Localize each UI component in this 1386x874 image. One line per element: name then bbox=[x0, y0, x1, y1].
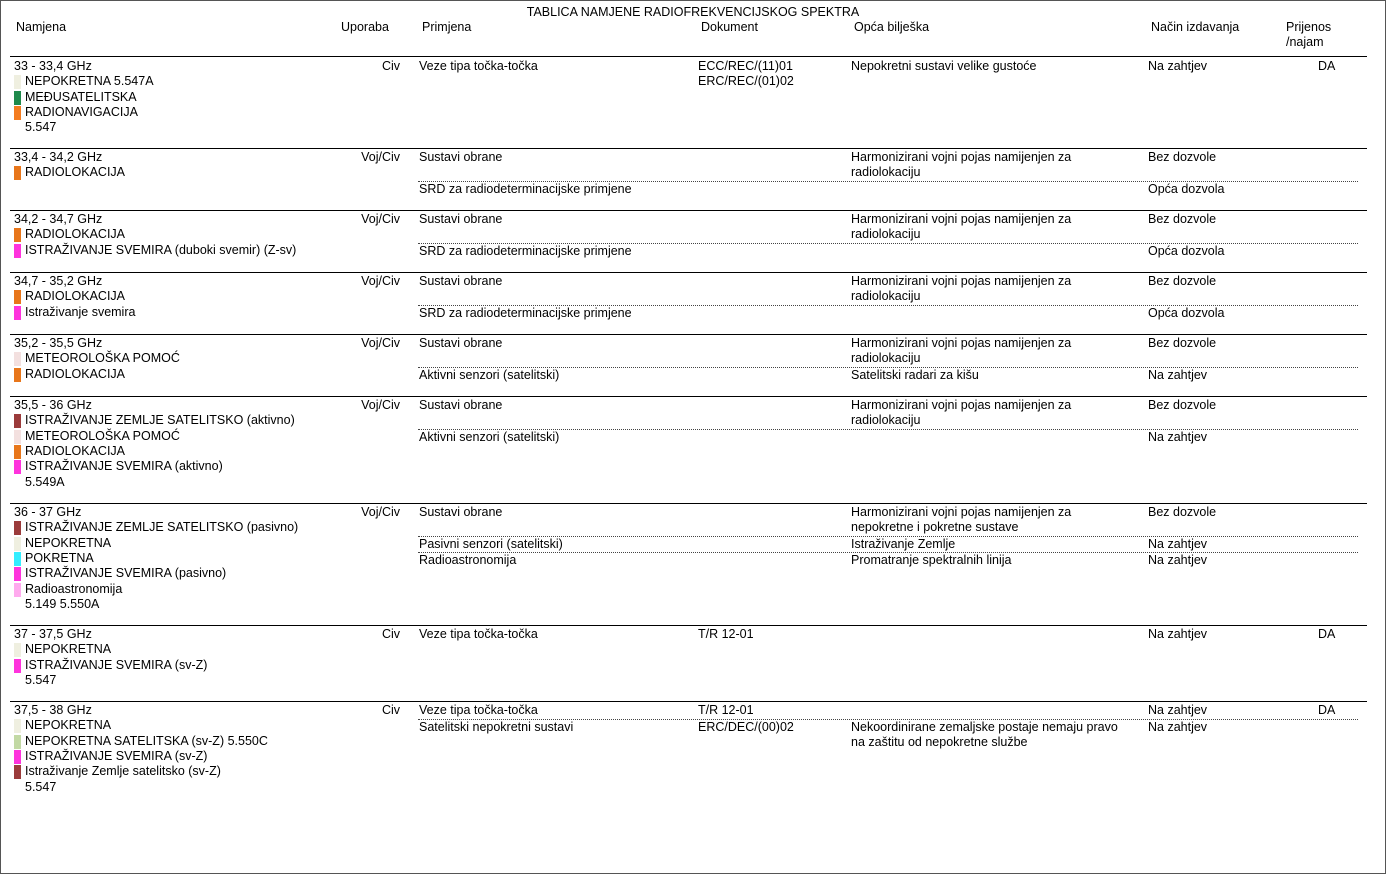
sub-row-divider bbox=[418, 181, 1358, 182]
prijenos-value: DA bbox=[1318, 703, 1336, 717]
nacin-value: Bez dozvole bbox=[1148, 150, 1217, 164]
biljeska-value: nepokretne i pokretne sustave bbox=[851, 520, 1019, 535]
primjena-value: Sustavi obrane bbox=[419, 505, 503, 519]
prijenos-value: DA bbox=[1318, 59, 1336, 73]
biljeska-value: radiolokaciju bbox=[851, 227, 921, 242]
band-range: 34,7 - 35,2 GHz bbox=[14, 274, 103, 288]
service-label: ISTRAŽIVANJE SVEMIRA (pasivno) bbox=[25, 566, 227, 581]
primjena-value: Sustavi obrane bbox=[419, 212, 503, 226]
nacin-value: Bez dozvole bbox=[1148, 212, 1217, 226]
header-biljeska: Opća bilješka bbox=[854, 20, 930, 34]
row-divider bbox=[10, 210, 1367, 211]
page-title: TABLICA NAMJENE RADIOFREKVENCIJSKOG SPEKTRA bbox=[526, 5, 860, 19]
service-color-swatch bbox=[14, 719, 21, 733]
dokument-value: T/R 12-01 bbox=[698, 627, 754, 641]
header-nacin: Način izdavanja bbox=[1151, 20, 1240, 34]
service-label: 5.547 bbox=[25, 779, 57, 794]
service-color-swatch bbox=[14, 460, 21, 474]
band-range: 33 - 33,4 GHz bbox=[14, 59, 92, 73]
header-rule bbox=[10, 56, 1367, 57]
nacin-value: Na zahtjev bbox=[1148, 368, 1208, 382]
primjena-value: Veze tipa točka-točka bbox=[419, 59, 538, 73]
biljeska-value: radiolokaciju bbox=[851, 413, 921, 428]
biljeska-value: na zaštitu od nepokretne službe bbox=[851, 735, 1028, 750]
service-color-swatch bbox=[14, 368, 21, 382]
nacin-value: Na zahtjev bbox=[1148, 627, 1208, 641]
prijenos-value: DA bbox=[1318, 627, 1336, 641]
service-label: Radioastronomija bbox=[25, 581, 123, 596]
service-color-swatch bbox=[14, 583, 21, 597]
service-label: 5.547 bbox=[25, 672, 57, 687]
row-divider bbox=[10, 625, 1367, 626]
service-color-swatch bbox=[14, 430, 21, 444]
service-color-swatch bbox=[14, 244, 21, 258]
service-color-swatch bbox=[14, 414, 21, 428]
service-label: POKRETNA bbox=[25, 550, 94, 565]
band-range: 37,5 - 38 GHz bbox=[14, 703, 92, 717]
service-label: METEOROLOŠKA POMOĆ bbox=[25, 428, 180, 443]
nacin-value: Opća dozvola bbox=[1148, 182, 1225, 196]
dokument-value: ERC/REC/(01)02 bbox=[698, 74, 794, 89]
service-color-swatch bbox=[14, 166, 21, 180]
uporaba-value: Civ bbox=[381, 703, 400, 717]
dokument-value: T/R 12-01 bbox=[698, 703, 754, 717]
nacin-value: Na zahtjev bbox=[1148, 430, 1208, 444]
service-label: Istraživanje svemira bbox=[25, 304, 136, 319]
biljeska-value: Harmonizirani vojni pojas namijenjen za bbox=[851, 505, 1072, 519]
header-dokument: Dokument bbox=[701, 20, 758, 34]
primjena-value: SRD za radiodeterminacijske primjene bbox=[419, 306, 632, 320]
service-label: ISTRAŽIVANJE SVEMIRA (duboki svemir) (Z-sv) bbox=[25, 242, 297, 257]
row-divider bbox=[10, 701, 1367, 702]
service-label: 5.149 5.550A bbox=[25, 596, 100, 611]
primjena-value: Sustavi obrane bbox=[419, 336, 503, 350]
service-color-swatch bbox=[14, 290, 21, 304]
service-color-swatch bbox=[14, 445, 21, 459]
service-color-swatch bbox=[14, 643, 21, 657]
biljeska-value: Nekoordinirane zemaljske postaje nemaju pravo bbox=[851, 720, 1118, 734]
header-prijenos bbox=[1286, 20, 1331, 50]
service-color-swatch bbox=[14, 106, 21, 120]
service-label: RADIOLOKACIJA bbox=[25, 165, 126, 180]
nacin-value: Bez dozvole bbox=[1148, 505, 1217, 519]
service-color-swatch bbox=[14, 659, 21, 673]
row-divider bbox=[10, 503, 1367, 504]
sub-row-divider bbox=[418, 367, 1358, 368]
nacin-value: Na zahtjev bbox=[1148, 703, 1208, 717]
service-label: ISTRAŽIVANJE SVEMIRA (sv-Z) bbox=[25, 748, 208, 763]
band-range: 35,5 - 36 GHz bbox=[14, 398, 92, 412]
service-label: RADIOLOKACIJA bbox=[25, 227, 126, 242]
primjena-value: Pasivni senzori (satelitski) bbox=[419, 537, 563, 551]
primjena-value: Aktivni senzori (satelitski) bbox=[419, 430, 560, 444]
row-divider bbox=[10, 272, 1367, 273]
sub-row-divider bbox=[418, 305, 1358, 306]
dokument-value: ERC/DEC/(00)02 bbox=[698, 720, 794, 734]
service-label: ISTRAŽIVANJE ZEMLJE SATELITSKO (aktivno) bbox=[25, 413, 295, 428]
uporaba-value: Civ bbox=[381, 59, 400, 73]
primjena-value: Radioastronomija bbox=[419, 553, 517, 567]
uporaba-value: Voj/Civ bbox=[361, 505, 400, 519]
uporaba-value: Voj/Civ bbox=[361, 274, 400, 288]
row-divider bbox=[10, 148, 1367, 149]
dokument-value: ECC/REC/(11)01 bbox=[698, 59, 793, 73]
uporaba-value: Voj/Civ bbox=[361, 398, 400, 412]
biljeska-value: radiolokaciju bbox=[851, 289, 921, 304]
band-range: 34,2 - 34,7 GHz bbox=[14, 212, 103, 226]
nacin-value: Opća dozvola bbox=[1148, 244, 1225, 258]
service-color-swatch bbox=[14, 521, 21, 535]
primjena-value: SRD za radiodeterminacijske primjene bbox=[419, 182, 632, 196]
primjena-value: Sustavi obrane bbox=[419, 274, 503, 288]
uporaba-value: Voj/Civ bbox=[361, 212, 400, 226]
service-label: RADIOLOKACIJA bbox=[25, 289, 126, 304]
nacin-value: Na zahtjev bbox=[1148, 720, 1208, 734]
service-label: NEPOKRETNA SATELITSKA (sv-Z) 5.550C bbox=[25, 733, 268, 748]
biljeska-value: Harmonizirani vojni pojas namijenjen za bbox=[851, 336, 1072, 350]
biljeska-value: Harmonizirani vojni pojas namijenjen za bbox=[851, 274, 1072, 288]
sub-row-divider bbox=[418, 429, 1358, 430]
header-prijenos-line1: Prijenos bbox=[1286, 20, 1332, 34]
primjena-value: Sustavi obrane bbox=[419, 398, 503, 412]
service-label: ISTRAŽIVANJE SVEMIRA (sv-Z) bbox=[25, 657, 208, 672]
service-color-swatch bbox=[14, 735, 21, 749]
nacin-value: Bez dozvole bbox=[1148, 336, 1217, 350]
band-range: 33,4 - 34,2 GHz bbox=[14, 150, 103, 164]
service-label: ISTRAŽIVANJE ZEMLJE SATELITSKO (pasivno) bbox=[25, 520, 299, 535]
service-color-swatch bbox=[14, 750, 21, 764]
biljeska-value: Promatranje spektralnih linija bbox=[851, 553, 1012, 567]
biljeska-value: radiolokaciju bbox=[851, 165, 921, 180]
service-color-swatch bbox=[14, 537, 21, 551]
band-range: 37 - 37,5 GHz bbox=[14, 627, 92, 641]
sub-row-divider bbox=[418, 552, 1358, 553]
row-divider bbox=[10, 334, 1367, 335]
header-prijenos-line2: /najam bbox=[1286, 35, 1324, 49]
service-color-swatch bbox=[14, 765, 21, 779]
service-label: Istraživanje Zemlje satelitsko (sv-Z) bbox=[25, 764, 221, 779]
nacin-value: Na zahtjev bbox=[1148, 537, 1208, 551]
service-label: RADIOLOKACIJA bbox=[25, 443, 126, 458]
nacin-value: Bez dozvole bbox=[1148, 398, 1217, 412]
nacin-value: Bez dozvole bbox=[1148, 274, 1217, 288]
service-color-swatch bbox=[14, 567, 21, 581]
nacin-value: Na zahtjev bbox=[1148, 59, 1208, 73]
band-range: 36 - 37 GHz bbox=[14, 505, 82, 519]
service-label: NEPOKRETNA bbox=[25, 535, 112, 550]
header-primjena: Primjena bbox=[422, 20, 472, 34]
service-color-swatch bbox=[14, 75, 21, 89]
service-color-swatch bbox=[14, 552, 21, 566]
service-label: ISTRAŽIVANJE SVEMIRA (aktivno) bbox=[25, 459, 223, 474]
uporaba-value: Civ bbox=[381, 627, 400, 641]
primjena-value: SRD za radiodeterminacijske primjene bbox=[419, 244, 632, 258]
service-label: MEĐUSATELITSKA bbox=[25, 89, 137, 104]
service-color-swatch bbox=[14, 91, 21, 105]
service-label: METEOROLOŠKA POMOĆ bbox=[25, 351, 180, 366]
service-color-swatch bbox=[14, 306, 21, 320]
row-divider bbox=[10, 396, 1367, 397]
service-label: RADIOLOKACIJA bbox=[25, 366, 126, 381]
biljeska-value: Harmonizirani vojni pojas namijenjen za bbox=[851, 150, 1072, 164]
header-uporaba: Uporaba bbox=[341, 20, 389, 34]
biljeska-value: Satelitski radari za kišu bbox=[851, 368, 979, 382]
service-label: NEPOKRETNA bbox=[25, 718, 112, 733]
primjena-value: Veze tipa točka-točka bbox=[419, 703, 538, 717]
nacin-value: Opća dozvola bbox=[1148, 306, 1225, 320]
biljeska-value: Harmonizirani vojni pojas namijenjen za bbox=[851, 212, 1072, 226]
band-range: 35,2 - 35,5 GHz bbox=[14, 336, 103, 350]
service-label: 5.547 bbox=[25, 120, 57, 135]
service-label: 5.549A bbox=[25, 474, 65, 489]
sub-row-divider bbox=[418, 536, 1358, 537]
service-color-swatch bbox=[14, 228, 21, 242]
biljeska-value: radiolokaciju bbox=[851, 351, 921, 366]
primjena-value: Sustavi obrane bbox=[419, 150, 503, 164]
service-label: RADIONAVIGACIJA bbox=[25, 104, 138, 119]
header-namjena: Namjena bbox=[16, 20, 67, 34]
biljeska-value: Istraživanje Zemlje bbox=[851, 537, 956, 551]
service-label: NEPOKRETNA 5.547A bbox=[25, 74, 154, 89]
service-label: NEPOKRETNA bbox=[25, 642, 112, 657]
biljeska-value: Harmonizirani vojni pojas namijenjen za bbox=[851, 398, 1072, 412]
sub-row-divider bbox=[418, 719, 1358, 720]
sub-row-divider bbox=[418, 243, 1358, 244]
service-color-swatch bbox=[14, 352, 21, 366]
uporaba-value: Voj/Civ bbox=[361, 150, 400, 164]
biljeska-value: Nepokretni sustavi velike gustoće bbox=[851, 59, 1037, 73]
primjena-value: Satelitski nepokretni sustavi bbox=[419, 720, 574, 734]
nacin-value: Na zahtjev bbox=[1148, 553, 1208, 567]
primjena-value: Veze tipa točka-točka bbox=[419, 627, 538, 641]
uporaba-value: Voj/Civ bbox=[361, 336, 400, 350]
primjena-value: Aktivni senzori (satelitski) bbox=[419, 368, 560, 382]
